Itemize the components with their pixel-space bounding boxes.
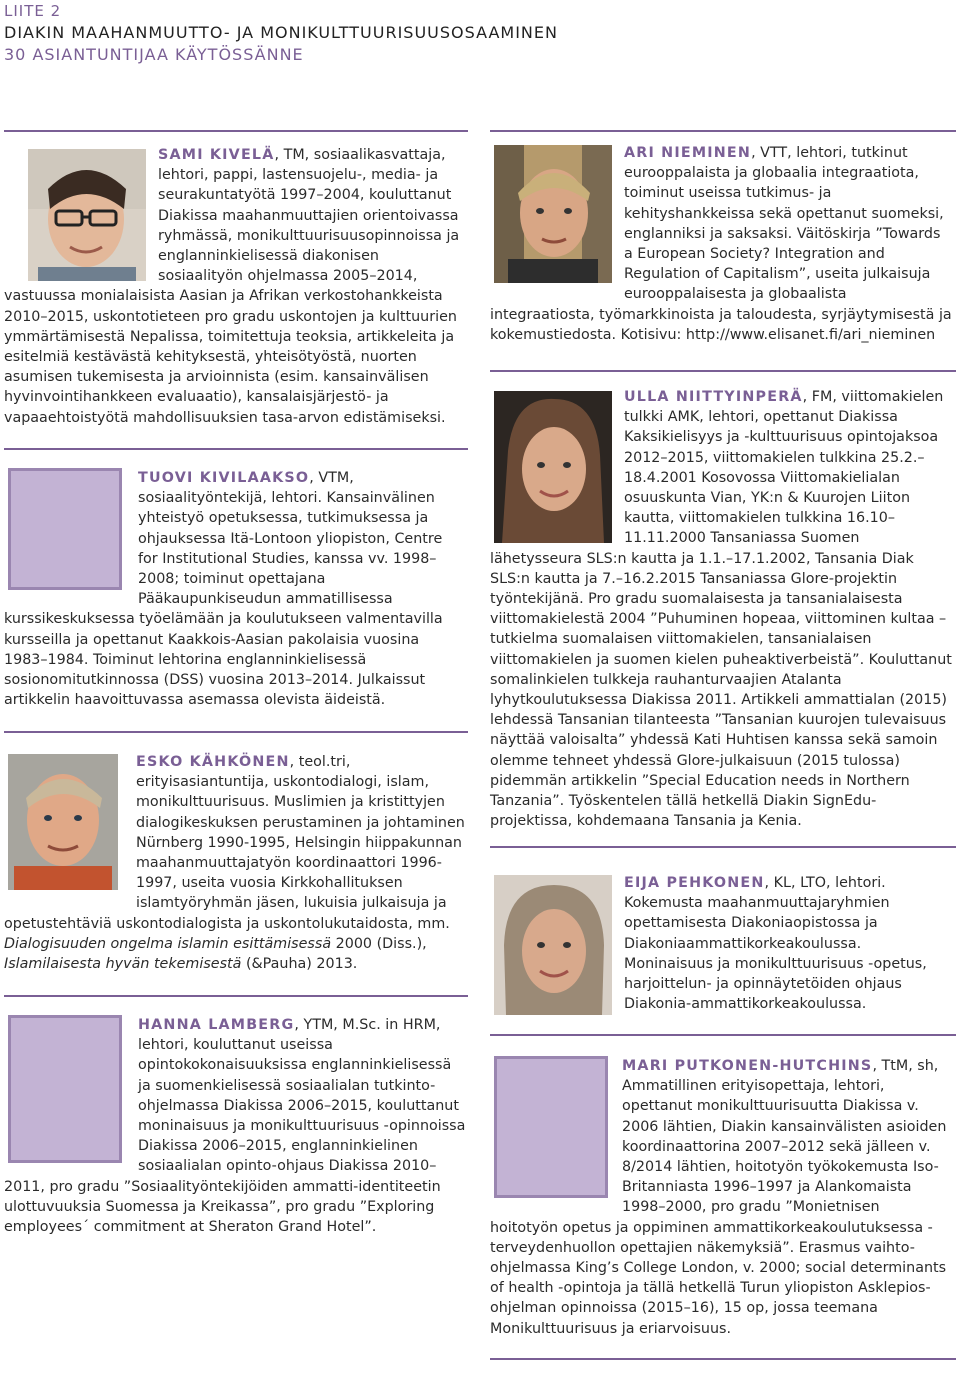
bio-text: , VTT, lehtori, tutkinut eurooppalaista ja globaalia integraatiota, toiminut useissa tutkimus- ja kehityshankkeissa sekä opettanut suomeksi, englanniksi ja saksaksi. Väitöskirja ”Towards a European Society? Integration and Regulation of Capitalism”, useita julkaisuja eurooppalaisesta ja globaalista integraatiosta, työmarkkinoista ja taloudesta, syrjäytymisestä ja kokemustiedosta. Kotisivu: http://www.elisanet.fi/ari_nieminen xyxy=(490,145,952,343)
bio-eija-pehkonen xyxy=(490,873,952,1019)
person-name: TUOVI KIVILAAKSO xyxy=(138,470,310,486)
person-name: MARI PUTKONEN-HUTCHINS xyxy=(622,1058,873,1074)
bio-ulla-niittyinpera xyxy=(490,387,952,831)
person-name: SAMI KIVELÄ xyxy=(158,147,275,163)
portrait-photo xyxy=(28,149,146,281)
publication-title-2: Islamilaisesta hyvän tekemisestä xyxy=(4,956,242,973)
portrait-photo xyxy=(494,145,612,283)
photo-placeholder xyxy=(494,1056,608,1198)
divider-right-3 xyxy=(490,846,956,848)
bio-text: , FM, viittomakielen tulkki AMK, lehtori, opettanut Diakissa Kaksikielisyys ja -kulttuurisuus opintojaksoa 2012–2015, viittomakielen tulkkina 25.2.–18.4.2001 Kosovossa Viittomakielialan osuuskunta Vian, YK:n & Kuurojen Liiton kautta, viittomakielen tulkkina 16.10–11.11.2000 Tansaniassa Suomen lähetysseura SLS:n kautta ja 1.1.–17.1.2002, Tansania Diak SLS:n kautta ja 7.–16.2.2015 Tansaniassa Glore-projektin työntekijänä. Pro gradu suomalaisesta ja tansanialaisesta viittomakielestä 2004 ”Puhuminen hopeaa, viittominen kultaa – tutkielma suomalaisen viittomakielen, tansanialaisen viittomakielen ja suomen kielen puheaktiverbeistä”. Kouluttanut somalinkielen tulkkeja rauhanturvaajien Atalanta lyhytkoulutuksessa Diakissa 2011. Artikkeli ammattialan (2015) lehdessä Tansanian tilanteesta ”Tansanian kuurojen tulevaisuus näyttää valoisalta” yhdessä Kati Huhtisen kanssa sekä samoin olemme tehneet yhdessä Glore-julkaisuun (2015 tulossa) pidemmän artikkelin ”Special Education needs in Northern Tanzania”. Työskentelen tällä hetkellä Diakin SignEdu-projektissa, kohdemaana Tansania ja Kenia. xyxy=(490,389,952,830)
bio-text: , YTM, M.Sc. in HRM, lehtori, kouluttanut useissa opintokokonaisuuksissa englanninkielisessä ja suomenkielisessä sosiaalialan tutkinto-ohjelmassa Diakissa 2006–2015, kouluttanut moninaisuus ja monikulttuurisuus -opinnoissa Diakissa 2006–2015, englanninkielinen sosiaalialan opinto-ohjaus Diakissa 2010–2011, pro gradu ”Sosiaalityöntekijöiden ammatti-identiteetin ulottuvuuksia Suomessa ja Kreikassa”, pro gradu ”Exploring employees´ commitment at Sheraton Grand Hotel”. xyxy=(4,1017,466,1236)
person-name: EIJA PEHKONEN xyxy=(624,875,765,891)
bio-text: , TtM, sh, Ammatillinen erityisopettaja, lehtori, opettanut monikulttuurisuutta Diakissa v. 2006 lähtien, Diakin kansainvälisten asioiden koordinaattorina 2007–2012 sekä jälleen v. 8/2014 lähtien, hoitotyön työkokemusta Iso-Britanniasta 1996–1997 ja Alankomaista 1998–2000, pro gradu ”Monietnisen hoitotyön opetus ja oppiminen ammattikorkeakoulutuksessa - terveydenhuollon opettajien näkemyksiä”. Erasmus vaihto-ohjelmassa King’s College London, v. 2000; social determinants of health -opintoja ja tällä hetkellä Turun yliopiston Asklepios-ohjelman opinnoissa (2015–16), 15 op, jossa teemana Monikulttuurisuus ja eriarvoisuus. xyxy=(490,1058,947,1337)
bio-text: , TM, sosiaalikasvattaja, lehtori, pappi, lastensuojelu-, media- ja seurakuntatyötä 1997–2004, kouluttanut Diakissa maahanmuuttajien orientoivassa ryhmässä, monikulttuurisuusopinnoissa ja englanninkielisessä diakonisen sosiaalityön ohjelmassa 2005–2014, vastuussa monialaisista Aasian ja Afrikan verkostohankkeista 2010–2015, uskontotieteen pro gradu uskontojen ja kulttuurien ymmärtämisestä Nepalissa, toimitettuja teoksia, artikkeleita ja esitelmiä kestävästä kehityksestä, yhteisötyöstä, nuorten asumisen tukemisesta ja arvioinnista (esim. kansainvälisen hyvinvointihankkeen evaluaatio), kansalaisjärjestö- ja vapaaehtoistyötä mahdollisuuksien tasa-arvon edistämiseksi. xyxy=(4,147,460,426)
page-subtitle: 30 ASIANTUNTIJAA KÄYTÖSSÄNNE xyxy=(4,45,304,64)
divider-right-1 xyxy=(490,130,956,132)
divider-left-4 xyxy=(4,995,468,997)
publication-title-1: Dialogisuuden ongelma islamin esittämisessä xyxy=(4,935,332,952)
page-title: DIAKIN MAAHANMUUTTO- JA MONIKULTTUURISUUSOSAAMINEN xyxy=(4,23,558,42)
divider-right-2 xyxy=(490,370,956,372)
bio-tuovi-kivilaakso xyxy=(4,468,466,710)
divider-right-4 xyxy=(490,1034,956,1036)
person-name: ESKO KÄHKÖNEN xyxy=(136,754,290,770)
bio-text: , VTM, sosiaalityöntekijä, lehtori. Kansainvälinen yhteistyö opetuksessa, tutkimuksessa ja ohjauksessa Itä-Lontoon yliopiston, Centre for Institutional Studies, kanssa vv. 1998–2008; toiminut opettajana Pääkaupunkiseudun ammatillisessa kurssikeskuksessa työelämään ja koulutukseen valmentavilla kursseilla ja opettanut Kaakkois-Aasian pakolaisia vuosina 1983–1984. Toiminut lehtorina englanninkielisessä sosionomitutkinnossa (DSS) vuosina 2013–2014. Julkaissut artikkelin haavoittuvassa asemassa olevista äideistä. xyxy=(4,470,443,709)
appendix-label: LIITE 2 xyxy=(4,2,62,20)
person-name: HANNA LAMBERG xyxy=(138,1017,295,1033)
bio-esko-kahkonen xyxy=(4,752,466,974)
portrait-photo xyxy=(8,754,118,890)
bio-sami-kivela xyxy=(4,145,466,428)
divider-right-5 xyxy=(490,1358,956,1360)
divider-left-3 xyxy=(4,731,468,733)
portrait-photo xyxy=(494,391,612,543)
bio-text-mid: 2000 (Diss.), xyxy=(331,935,427,952)
portrait-photo xyxy=(494,875,612,1015)
photo-placeholder xyxy=(8,1015,122,1163)
document-header xyxy=(4,0,558,66)
person-name: ARI NIEMINEN xyxy=(624,145,752,161)
bio-text: , teol.tri, erityisasiantuntija, uskontodialogi, islam, monikulttuurisuus. Muslimien ja kristittyjen dialogikeskuksen perustaminen ja johtaminen Nürnberg 1990-1995, Helsingin hiippakunnan maahanmuuttajatyön koordinaattori 1996-1997, useita vuosia Kirkkohallituksen islamtyöryhmän jäsen, lukuisia julkaisuja ja opetustehtäviä uskontodialogista ja uskontolukutaidosta, mm. xyxy=(4,754,465,932)
bio-mari-putkonen-hutchins xyxy=(490,1056,952,1339)
bio-text: , KL, LTO, lehtori. Kokemusta maahanmuuttajaryhmien opettamisesta Diakoniaopistossa ja Diakoniaammattikorkeakoulussa. Moninaisuus ja monikulttuurisuus -opetus, harjoittelun- ja opinnäytetöiden ohjaus Diakonia-ammattikorkeakoulussa. xyxy=(624,875,927,1013)
bio-text-end: (&Pauha) 2013. xyxy=(241,956,358,973)
divider-left-1 xyxy=(4,130,468,132)
divider-left-2 xyxy=(4,448,468,450)
bio-hanna-lamberg xyxy=(4,1015,466,1237)
photo-placeholder xyxy=(8,468,122,590)
bio-ari-nieminen xyxy=(490,143,952,345)
person-name: ULLA NIITTYINPERÄ xyxy=(624,389,803,405)
